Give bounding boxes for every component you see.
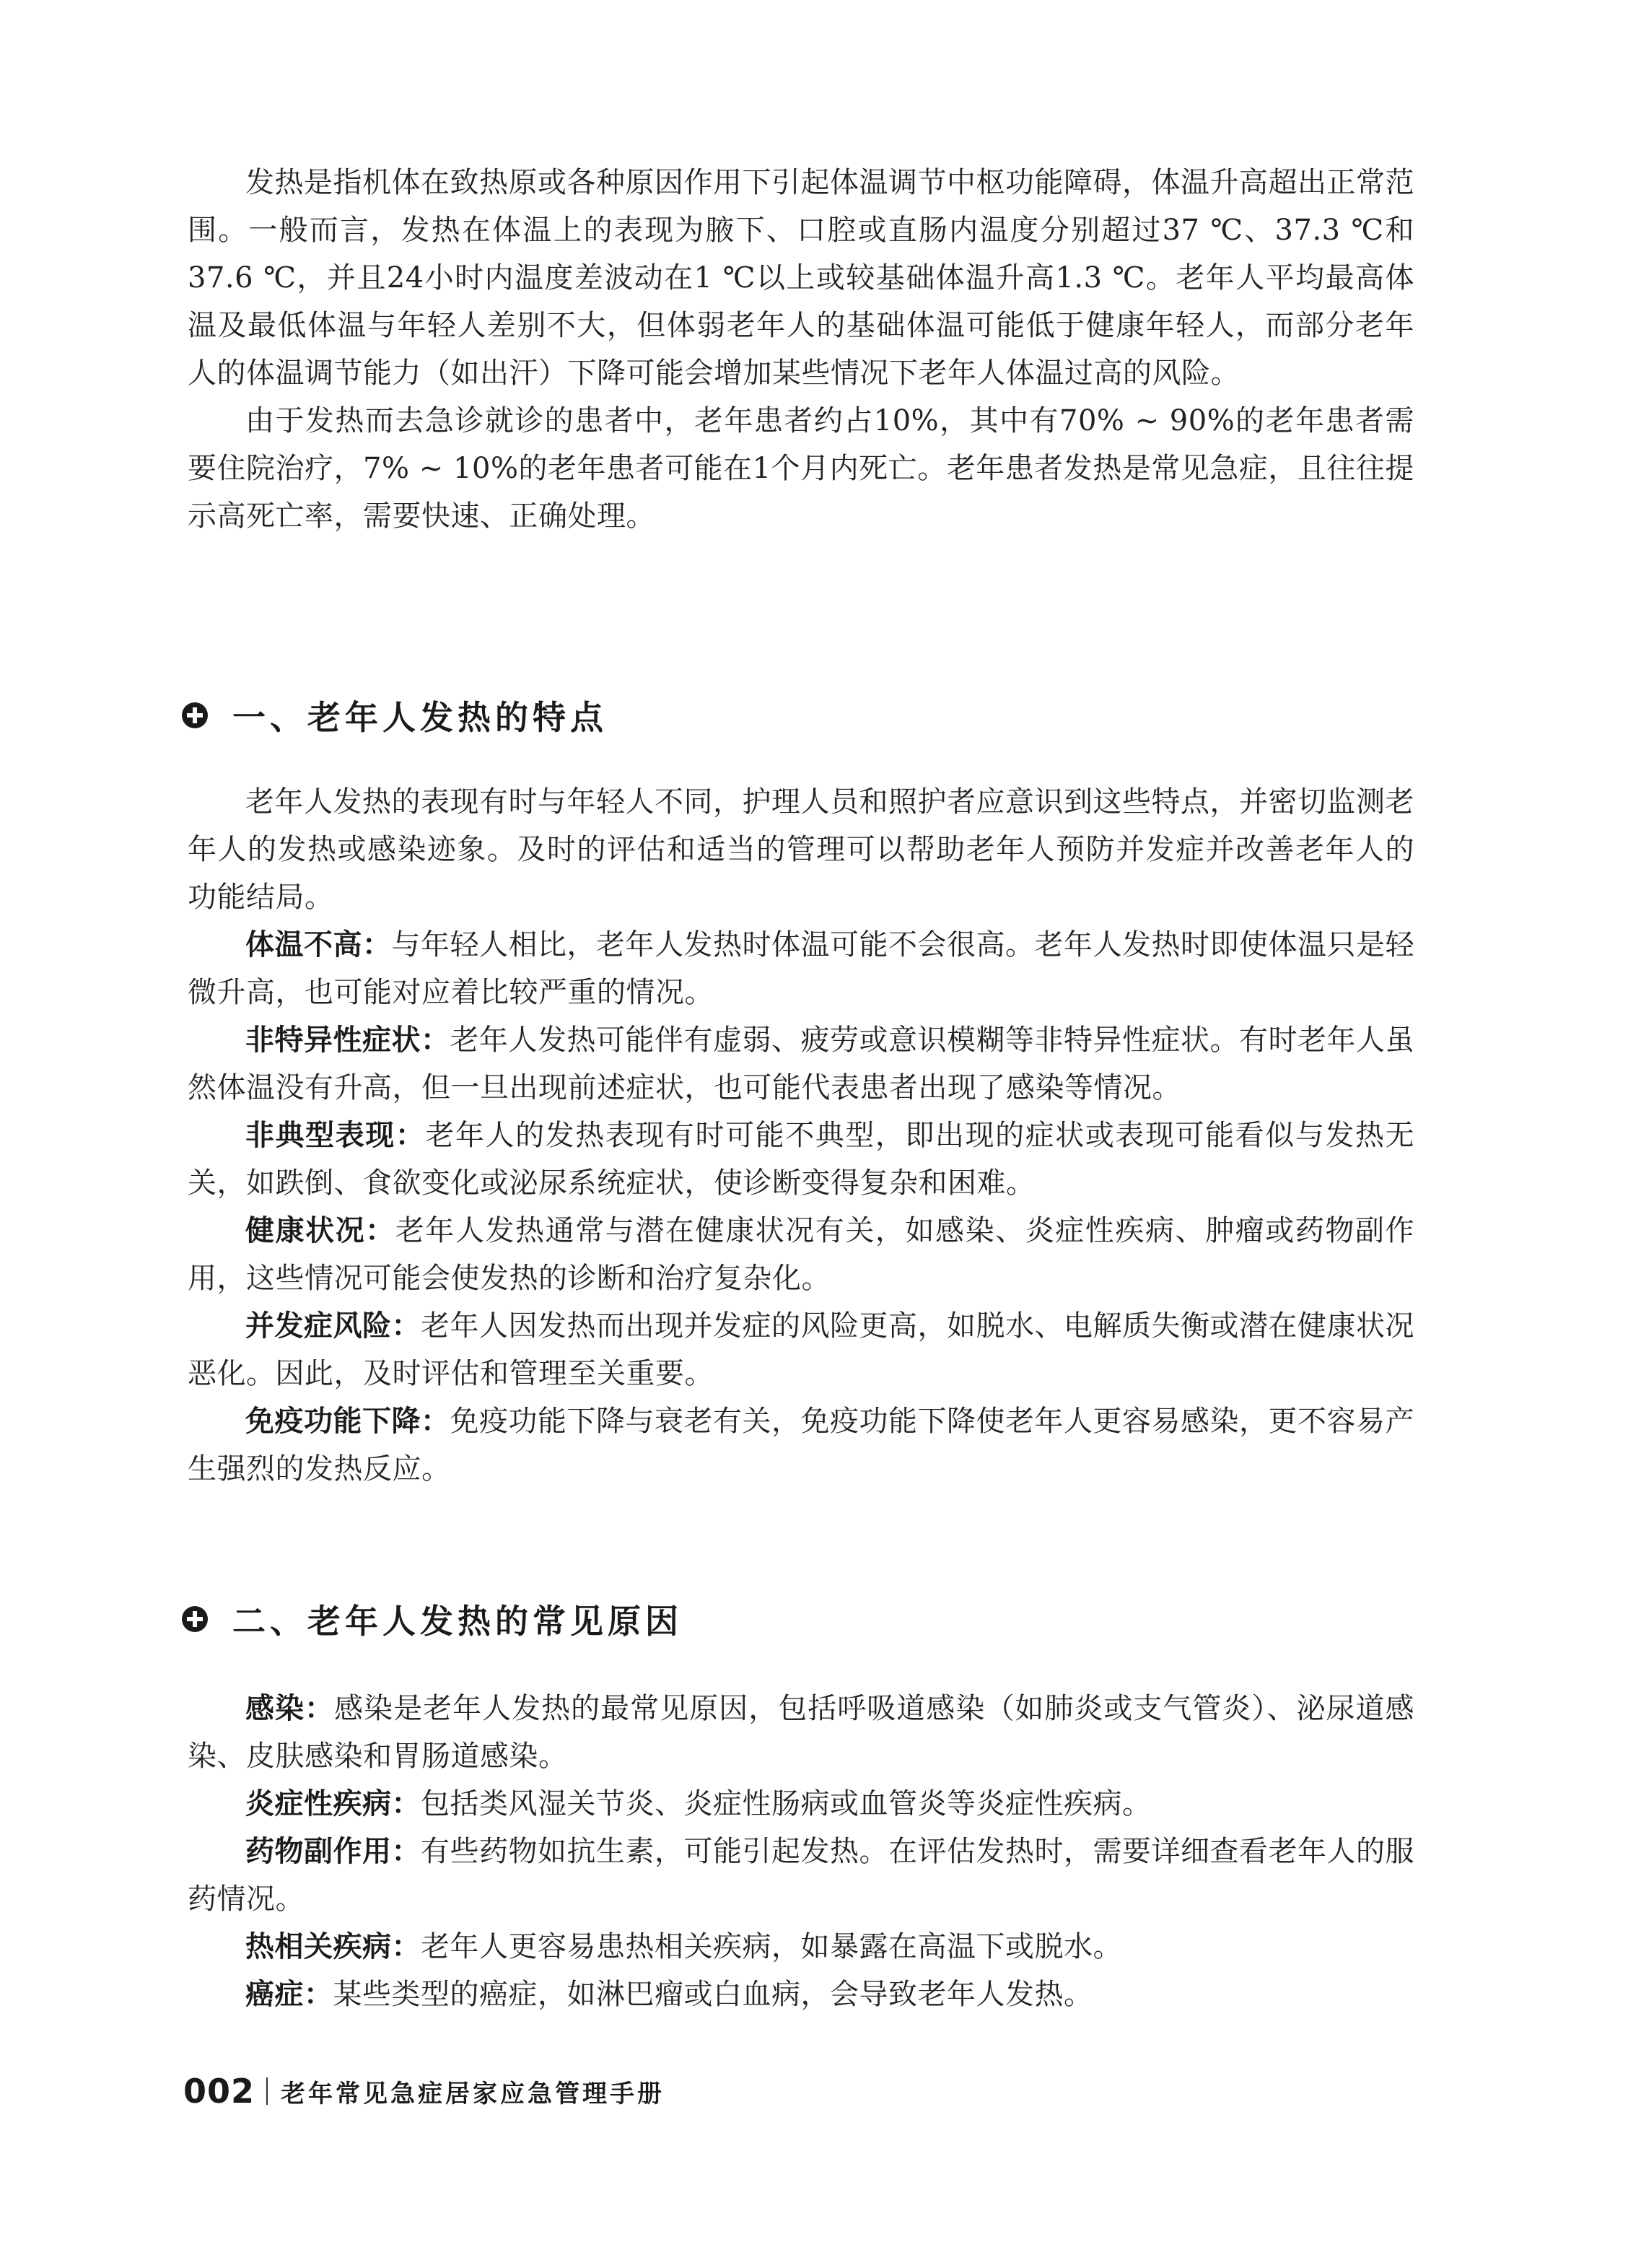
feature-term: 并发症风险： [245,1309,421,1343]
feature-term: 体温不高： [245,928,392,961]
intro-paragraph-2: 由于发热而去急诊就诊的患者中，老年患者约占10%，其中有70% ~ 90%的老年患者需要住院治疗，7% ~ 10%的老年患者可能在1个月内死亡。老年患者发热是常见急症，且往往提示高死亡率，需要快速、正确处理。 [188,404,1414,533]
feature-text: 老年人因发热而出现并发症的风险更高，如脱水、电解质失衡或潜在健康状况恶化。因此，及时评估和管理至关重要。 [188,1309,1414,1390]
cause-item-inflammatory [188,1780,1414,1828]
feature-item-nonspecific [188,1016,1414,1112]
cause-text: 老年人更容易患热相关疾病，如暴露在高温下或脱水。 [421,1930,1122,1963]
cause-item-cancer [188,1971,1414,2018]
cause-item-heat-related [188,1923,1414,1971]
cause-term: 药物副作用： [245,1835,421,1868]
feature-text: 老年人发热通常与潜在健康状况有关，如感染、炎症性疾病、肿瘤或药物副作用，这些情况可能会使发热的诊断和治疗复杂化。 [188,1214,1415,1295]
feature-text: 与年轻人相比，老年人发热时体温可能不会很高。老年人发热时即使体温只是轻微升高，也可能对应着比较严重的情况。 [188,928,1414,1009]
cause-term: 热相关疾病： [245,1930,421,1963]
footer-divider [266,2077,268,2105]
cause-item-drug-side-effects [188,1828,1414,1923]
section-2-body [188,1685,1414,2018]
plus-circle-icon [180,701,209,730]
section-2-heading [180,1595,683,1643]
feature-text: 老年人发热可能伴有虚弱、疲劳或意识模糊等非特异性症状。有时老年人虽然体温没有升高，但一旦出现前述症状，也可能代表患者出现了感染等情况。 [188,1024,1414,1104]
feature-item-atypical [188,1112,1414,1207]
cause-text: 某些类型的癌症，如淋巴瘤或白血病，会导致老年人发热。 [333,1978,1093,2011]
page-number: 002 [183,2072,255,2111]
intro-section [188,159,1414,540]
feature-term: 健康状况： [245,1214,395,1247]
feature-text: 免疫功能下降与衰老有关，免疫功能下降使老年人更容易感染，更不容易产生强烈的发热反应。 [188,1405,1414,1486]
feature-item-complication-risk [188,1302,1414,1397]
feature-term: 非典型表现： [245,1119,426,1152]
feature-item-low-temp [188,921,1414,1016]
section-2-title: 二、老年人发热的常见原因 [232,1602,683,1641]
feature-text: 老年人的发热表现有时可能不典型，即出现的症状或表现可能看似与发热无关，如跌倒、食欲变化或泌尿系统症状，使诊断变得复杂和困难。 [188,1119,1415,1200]
cause-text: 包括类风湿关节炎、炎症性肠病或血管炎等炎症性疾病。 [421,1787,1152,1820]
cause-term: 癌症： [245,1978,333,2011]
intro-paragraph-1: 发热是指机体在致热原或各种原因作用下引起体温调节中枢功能障碍，体温升高超出正常范围。一般而言，发热在体温上的表现为腋下、口腔或直肠内温度分别超过37 ℃、37.3 ℃和37.6 ℃，并且24小时内温度差波动在1 ℃以上或较基础体温升高1.3 ℃。老年人平均最高体温及最低体温与年轻人差别不大，但体弱老年人的基础体温可能低于健康年轻人，而部分老年人的体温调节能力（如出汗）下降可能会增加某些情况下老年人体温过高的风险。 [188,166,1414,390]
section-1-intro: 老年人发热的表现有时与年轻人不同，护理人员和照护者应意识到这些特点，并密切监测老年人的发热或感染迹象。及时的评估和适当的管理可以帮助老年人预防并发症并改善老年人的功能结局。 [188,785,1414,914]
section-1-title: 一、老年人发热的特点 [232,698,608,737]
section-1-body [188,778,1414,1493]
feature-item-immune-decline [188,1397,1414,1493]
cause-text: 感染是老年人发热的最常见原因，包括呼吸道感染（如肺炎或支气管炎）、泌尿道感染、皮肤感染和胃肠道感染。 [188,1692,1415,1773]
cause-item-infection [188,1685,1414,1780]
feature-term: 免疫功能下降： [245,1405,450,1438]
cause-term: 炎症性疾病： [245,1787,421,1820]
section-1-heading [180,692,608,739]
book-title: 老年常见急症居家应急管理手册 [281,2079,665,2108]
page-footer [183,2072,665,2111]
cause-term: 感染： [245,1692,335,1725]
feature-term: 非特异性症状： [245,1024,450,1057]
cause-text: 有些药物如抗生素，可能引起发热。在评估发热时，需要详细查看老年人的服药情况。 [188,1835,1414,1916]
feature-item-health-status [188,1207,1414,1302]
plus-circle-icon [180,1605,209,1634]
